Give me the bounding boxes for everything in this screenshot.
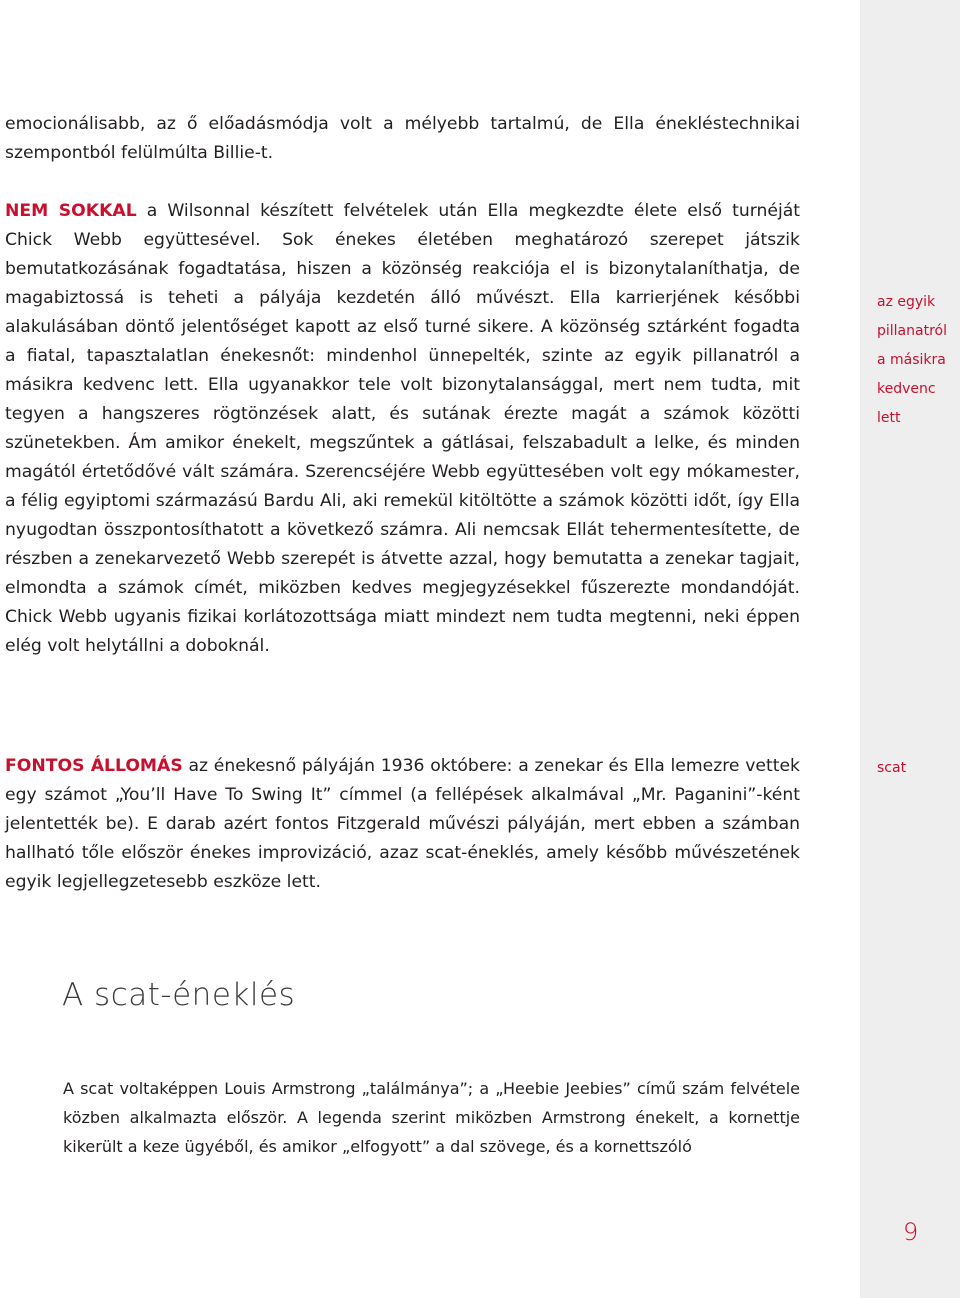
margin-note-kedvenc: az egyik pillanatról a másikra kedvenc lett [877,294,947,426]
paragraph-2 [5,197,800,661]
paragraph-3 [5,752,800,897]
margin-note-scat: scat [877,760,907,776]
paragraph-2-lead: NEM SOKKAL [5,201,137,221]
paragraph-3-lead: FONTOS ÁLLOMÁS [5,756,183,776]
paragraph-1-text: emocionálisabb, az ő előadásmódja volt a mélyebb tartalmú, de Ella énekléstechnikai szempontból felülmúlta Billie-t. [5,114,800,163]
section-heading: A scat-éneklés [62,977,296,1013]
section-body: A scat voltaképpen Louis Armstrong „találmánya”; a „Heebie Jeebies” című szám felvétele közben alkalmazta először. A legenda szerint miközben Armstrong énekelt, a kornettje kikerült a keze ügyéből, és amikor „elfogyott” a dal szövege, és a kornettszóló [63,1079,800,1156]
paragraph-2-text: a Wilsonnal készített felvételek után Ella megkezdte élete első turnéját Chick Webb együttesével. Sok énekes életében meghatározó szerepet játszik bemutatkozásának fogadtatása, hiszen a közönség reakciója el is bizonytalaníthatja, de magabiztossá is teheti a pályája kezdetén álló művészt. Ella karrierjének későbbi alakulásában döntő jelentőséget kapott az első turné sikere. A közönség sztárként fogadta a fiatal, tapasztalatlan énekesnőt: mindenhol ünnepelték, szinte az egyik pillanatról a másikra kedvenc lett. Ella ugyanakkor tele volt bizonytalansággal, mert nem tudta, mit tegyen a hangszeres rögtönzések alatt, és sutának érezte magát a számok közötti szünetekben. Ám amikor énekelt, megszűntek a gátlásai, felszabadult a lelke, és minden magától értetődővé vált számára. Szerencséjére Webb együttesében volt egy mókamester, a félig egyiptomi származású Bardu Ali, aki remekül kitöltötte a számok közötti időt, így Ella nyugodtan összpontosíthatott a következő számra. Ali nemcsak Ellát tehermentesítette, de részben a zenekarvezető Webb szerepét is átvette azzal, hogy bemutatta a zenekar tagjait, elmondta a számok címét, miközben kedves megjegyzésekkel fűszerezte mondandóját. Chick Webb ugyanis fizikai korlátozottsága miatt mindezt nem tudta megtenni, neki éppen elég volt helytállni a doboknál. [5,201,800,656]
paragraph-1 [5,110,800,168]
paragraph-3-text: az énekesnő pályáján 1936 októbere: a zenekar és Ella lemezre vettek egy számot „You’ll Have To Swing It” címmel (a fellépések alkalmával „Mr. Paganini”-ként jelentették be). E darab azért fontos Fitzgerald művészi pályáján, mert ebben a számban hallható tőle először énekes improvizáció, azaz scat-éneklés, amely később művészetének egyik legjellegzetesebb eszköze lett. [5,756,800,892]
margin-column [860,0,960,1298]
page-number: 9 [903,1218,919,1246]
